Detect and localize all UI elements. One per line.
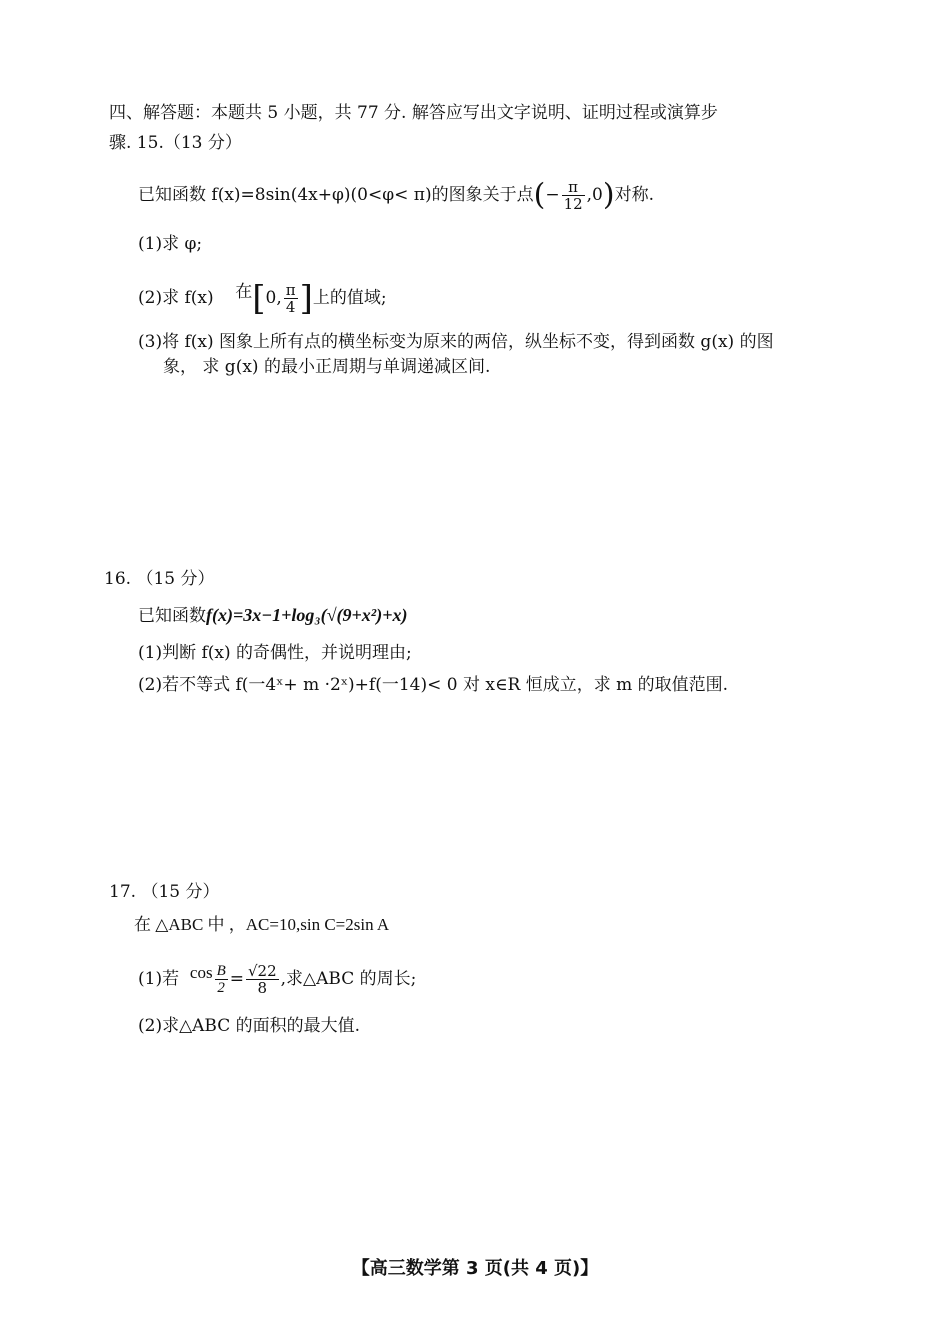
q16-formula: f(x)=3x−1+log₃(√(9+x²)+x)	[206, 605, 408, 625]
q15-point-fraction	[562, 179, 585, 212]
q17-p1-post: ,求△ABC 的周长;	[280, 969, 417, 989]
q15-part-2	[138, 270, 387, 321]
q15-p2-den: 4	[285, 298, 296, 316]
q16-title: 16. （15 分）	[104, 569, 215, 589]
q16-stem	[138, 604, 407, 627]
q15-p2-pre: (2)求 f(x)	[138, 288, 214, 308]
page-footer: 【高三数学第 3 页(共 4 页)】	[351, 1258, 599, 1279]
q15-p2-post: 上的值域;	[312, 288, 387, 308]
q17-stem: 在 △ABC 中 ，AC=10,sin C=2sin A	[134, 915, 390, 934]
q15-p2-interval-start: 0,	[265, 288, 282, 308]
q17-p1-eq: =	[229, 969, 244, 989]
q17-p1-b-over-2	[215, 963, 228, 996]
q15-point-num: π	[562, 179, 585, 196]
paren-close: )	[602, 177, 615, 213]
q16-stem-pre: 已知函数	[138, 606, 206, 626]
q17-title: 17. （15 分）	[109, 882, 220, 902]
q16-part-2: (2)若不等式 f(一4ˣ+ m ·2ˣ)+f(一14)< 0 对 x∈R 恒成立，求 m 的取值范围.	[138, 675, 729, 695]
q15-p2-num: π	[285, 281, 296, 299]
q15-part-3-line-1: (3)将 f(x) 图象上所有点的横坐标变为原来的两倍，纵坐标不变，得到函数 g(x) 的图	[138, 332, 774, 352]
q17-part-1	[138, 950, 416, 1002]
q15-p2-fraction	[284, 282, 298, 315]
q15-point-minus: −	[545, 185, 560, 205]
q15-part-1: (1)求 φ;	[138, 234, 203, 254]
q17-p1-cos: cos	[189, 963, 213, 982]
q15-stem-pre: 已知函数 f(x)=8sin(4x+φ)(0<φ< π)的图象关于点	[138, 185, 534, 205]
q15-part-3-line-2: 象， 求 g(x) 的最小正周期与单调递减区间.	[163, 357, 491, 377]
q17-p1-value	[246, 963, 279, 996]
paren-open: (	[533, 177, 546, 213]
q15-p2-in: 在	[235, 282, 253, 302]
section-header-line-1: 四、解答题：本题共 5 小题，共 77 分. 解答应写出文字说明、证明过程或演算步	[109, 103, 718, 123]
q16-part-1: (1)判断 f(x) 的奇偶性，并说明理由;	[138, 643, 412, 663]
q17-p1-sqrt22: √22	[248, 962, 277, 980]
bracket-open: [	[252, 278, 266, 319]
q15-stem-post: 对称.	[614, 185, 655, 205]
q17-p1-two: 2	[217, 980, 225, 996]
bracket-close: ]	[299, 278, 313, 319]
q17-part-2: (2)求△ABC 的面积的最大值.	[138, 1016, 361, 1036]
q17-p1-b: B	[216, 963, 226, 979]
q17-p1-pre: (1)若	[138, 969, 180, 989]
q15-point-rest: ,0	[586, 185, 603, 205]
q15-stem	[138, 176, 654, 215]
q17-p1-eight: 8	[257, 979, 268, 997]
q15-point-den: 12	[563, 195, 583, 213]
section-header-line-2: 骤. 15.（13 分）	[109, 133, 242, 153]
